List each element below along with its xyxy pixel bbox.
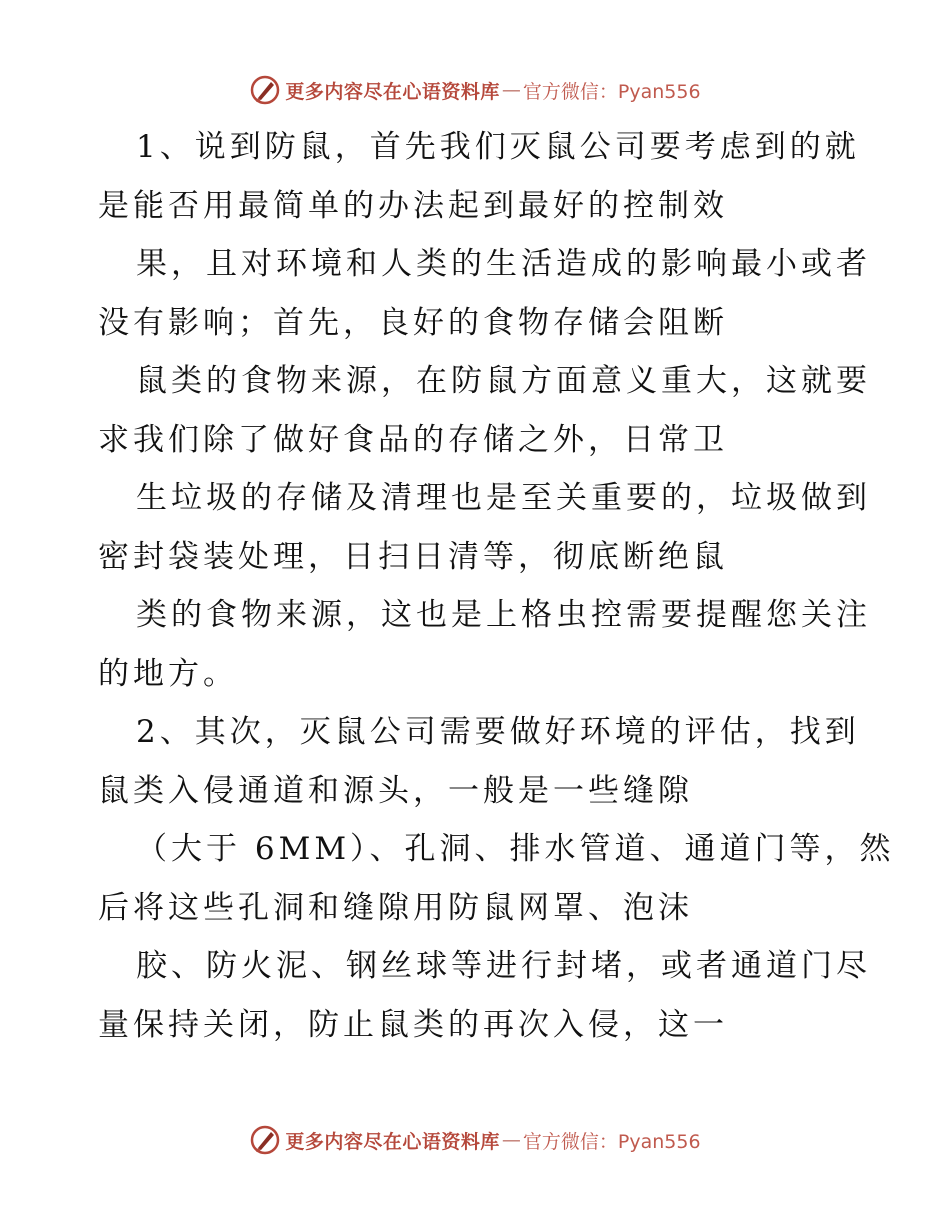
text-line: 密封袋装处理，日扫日清等，彻底断绝鼠: [98, 538, 728, 575]
text-line: 2、其次，灭鼠公司需要做好环境的评估，找到: [136, 714, 860, 750]
text-line: 果，且对环境和人类的生活造成的影响最小或者: [136, 246, 871, 282]
quill-pen-circle-icon: [249, 1124, 281, 1156]
text-line: 类的食物来源，这也是上格虫控需要提醒您关注: [136, 597, 871, 633]
header-separator: —: [501, 79, 521, 101]
quill-pen-circle-icon: [249, 74, 281, 106]
text-line: 1、说到防鼠，首先我们灭鼠公司要考虑到的就: [136, 129, 860, 165]
header-title: 更多内容尽在心语资料库: [285, 80, 500, 103]
text-line: 胶、防火泥、钢丝球等进行封堵，或者通道门尽: [136, 948, 871, 984]
document-body: [98, 118, 895, 1054]
text-line: 鼠类的食物来源，在防鼠方面意义重大，这就要: [136, 363, 871, 399]
text-line: 后将这些孔洞和缝隙用防鼠网罩、泡沫: [98, 889, 693, 926]
text-line: 没有影响；首先，良好的食物存储会阻断: [98, 304, 728, 341]
header-banner: [0, 70, 950, 110]
text-line: 鼠类入侵通道和源头，一般是一些缝隙: [98, 772, 693, 809]
text-line: 量保持关闭，防止鼠类的再次入侵，这一: [98, 1006, 728, 1043]
text-line: 生垃圾的存储及清理也是至关重要的，垃圾做到: [136, 480, 871, 516]
text-line: 求我们除了做好食品的存储之外，日常卫: [98, 421, 728, 458]
footer-banner: [0, 1120, 950, 1160]
footer-title: 更多内容尽在心语资料库: [285, 1130, 500, 1153]
text-line: 的地方。: [98, 655, 238, 692]
header-contact: 官方微信：Pyan556: [522, 80, 701, 103]
footer-contact: 官方微信：Pyan556: [522, 1130, 701, 1153]
text-line: （大于 6MM）、孔洞、排水管道、通道门等，然: [136, 831, 895, 867]
footer-separator: —: [501, 1129, 521, 1151]
text-line: 是能否用最简单的办法起到最好的控制效: [98, 187, 728, 224]
